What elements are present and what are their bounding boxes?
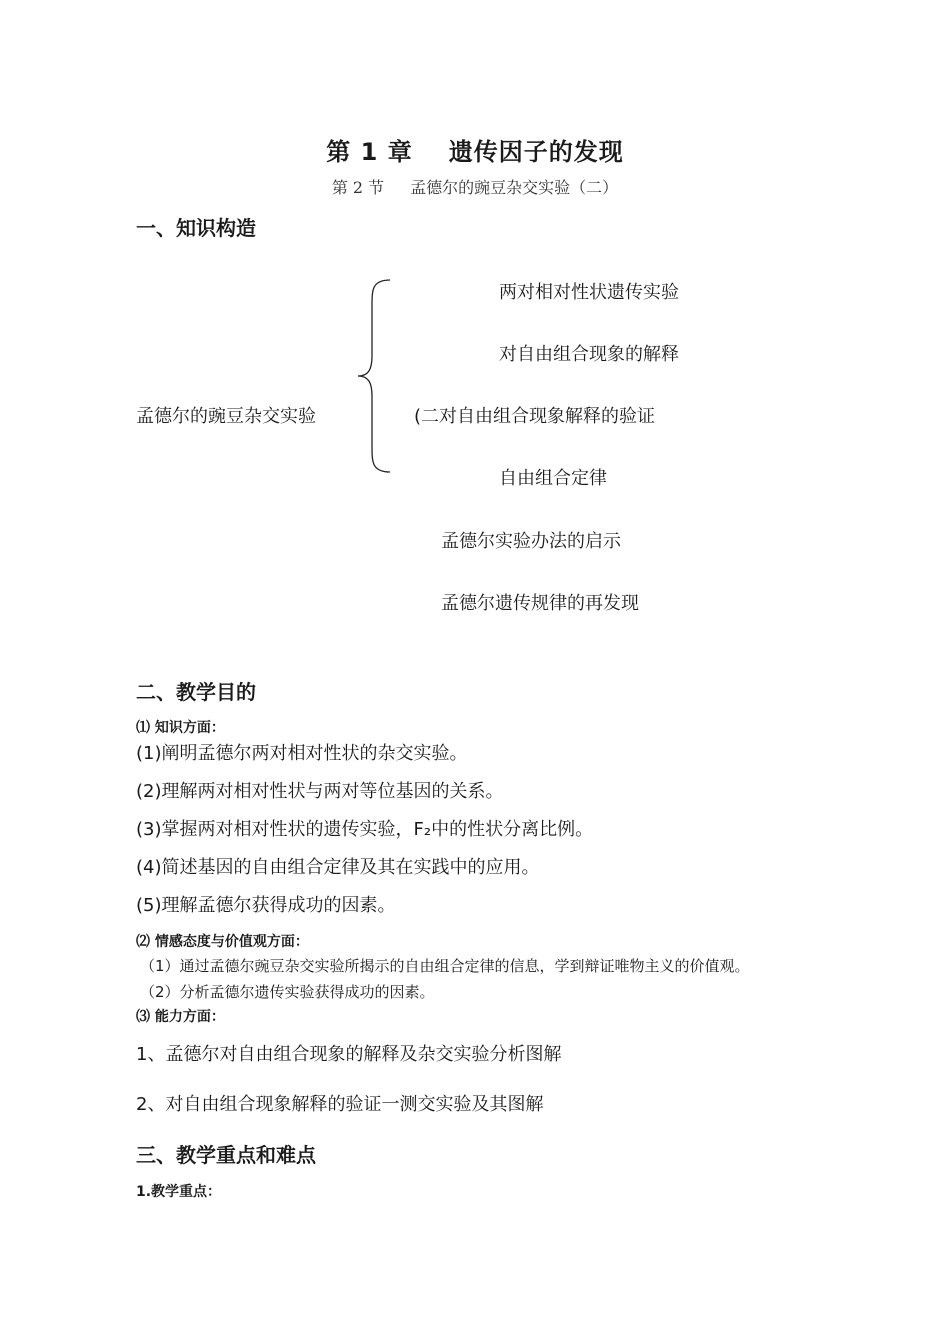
label-emotion: ⑵ 情感态度与价值观方面： <box>136 934 309 950</box>
structure-root: 孟德尔的豌豆杂交实验 <box>136 406 316 427</box>
label-teaching-focus: 1.教学重点： <box>136 1184 222 1200</box>
emotion-item-1: （1）通过孟德尔豌豆杂交实验所揭示的自由组合定律的信息，学到辩证唯物主义的价值观。 <box>140 957 750 975</box>
heading-key-points: 三、教学重点和难点 <box>136 1143 316 1167</box>
section-number: 第 2 节 <box>331 178 385 197</box>
heading-knowledge-structure: 一、知识构造 <box>136 216 256 240</box>
section-name: 孟德尔的豌豆杂交实验（二） <box>410 178 619 197</box>
ability-item-1: 1、孟德尔对自由组合现象的解释及杂交实验分析图解 <box>136 1044 562 1065</box>
heading-teaching-goals: 二、教学目的 <box>136 680 256 704</box>
chapter-title <box>0 132 950 167</box>
structure-branch-3: (二对自由组合现象解释的验证 <box>414 406 656 427</box>
structure-extra-1: 孟德尔实验办法的启示 <box>441 531 621 552</box>
ability-item-2: 2、对自由组合现象解释的验证一测交实验及其图解 <box>136 1094 544 1115</box>
structure-branch-1: 两对相对性状遗传实验 <box>499 282 679 303</box>
knowledge-item-5: (5)理解孟德尔获得成功的因素。 <box>136 895 396 916</box>
label-ability: ⑶ 能力方面： <box>136 1009 225 1025</box>
label-knowledge: ⑴ 知识方面： <box>136 720 225 736</box>
structure-branch-2: 对自由组合现象的解释 <box>499 344 679 365</box>
knowledge-item-4: (4)简述基因的自由组合定律及其在实践中的应用。 <box>136 857 540 878</box>
emotion-item-2: （2）分析孟德尔遗传实验获得成功的因素。 <box>140 983 435 1001</box>
curly-brace-icon <box>352 276 396 476</box>
structure-branch-4: 自由组合定律 <box>499 468 607 489</box>
section-title <box>0 175 950 198</box>
knowledge-item-2: (2)理解两对相对性状与两对等位基因的关系。 <box>136 781 504 802</box>
knowledge-item-1: (1)阐明孟德尔两对相对性状的杂交实验。 <box>136 743 468 764</box>
chapter-number: 第 1 章 <box>326 138 413 166</box>
knowledge-item-3: (3)掌握两对相对性状的遗传实验，F₂中的性状分离比例。 <box>136 819 594 840</box>
structure-extra-2: 孟德尔遗传规律的再发现 <box>441 593 639 614</box>
chapter-name: 遗传因子的发现 <box>448 138 624 166</box>
